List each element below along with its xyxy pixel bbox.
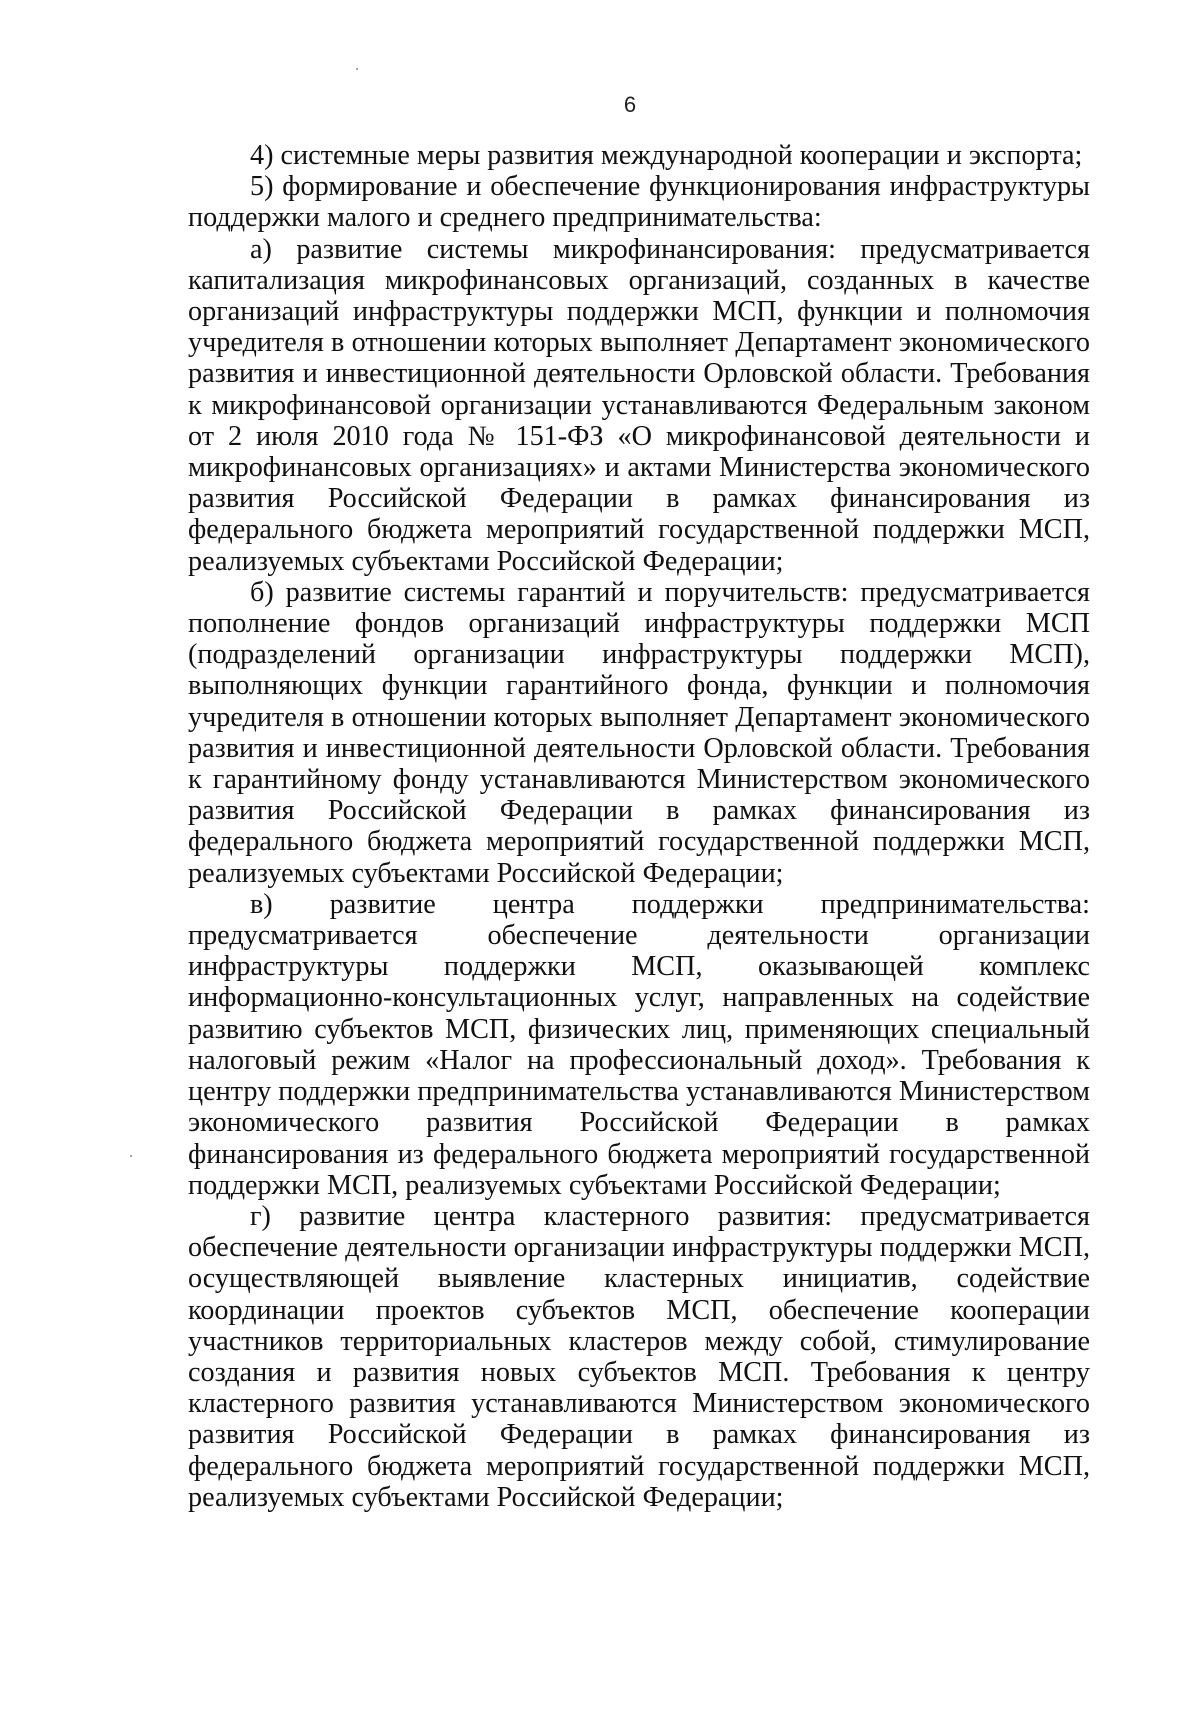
paragraph-item-5: 5) формирование и обеспечение функционирования инфраструктуры поддержки малого и среднего предпринимательства: [188, 171, 1090, 234]
scan-speck [356, 68, 358, 70]
paragraph-item-4: 4) системные меры развития международной кооперации и экспорта; [250, 140, 1083, 171]
paragraph-business-support-center: в) развитие центра поддержки предпринимательства: предусматривается обеспечение деятельности организации инфраструктуры поддержки МСП, оказывающей комплекс информационно-консультационных услуг, направленных на содействие развитию субъектов МСП, физических лиц, применяющих специальный налоговый режим «Налог на профессиональный доход». Требования к центру поддержки предпринимательства устанавливаются Министерством экономического развития Российской Федерации в рамках финансирования из федерального бюджета мероприятий государственной поддержки МСП, реализуемых субъектами Российской Федерации; [188, 888, 1090, 1201]
paragraph-microfinance: а) развитие системы микрофинансирования: предусматривается капитализация микрофинансовых организаций, созданных в качестве организаций инфраструктуры поддержки МСП, функции и полномочия учредителя в отношении которых выполняет Департамент экономического развития и инвестиционной деятельности Орловской области. Требования к микрофинансовой организации устанавливаются Федеральным законом от 2 июля 2010 года № 151-ФЗ «О микрофинансовой деятельности и микрофинансовых организациях» и актами Министерства экономического развития Российской Федерации в рамках финансирования из федерального бюджета мероприятий государственной поддержки МСП, реализуемых субъектами Российской Федерации; [188, 233, 1090, 577]
scan-speck [130, 1155, 132, 1157]
paragraph-cluster-center: г) развитие центра кластерного развития: предусматривается обеспечение деятельности организации инфраструктуры поддержки МСП, осуществляющей выявление кластерных инициатив, содействие координации проектов субъектов МСП, обеспечение кооперации участников территориальных кластеров между собой, стимулирование создания и развития новых субъектов МСП. Требования к центру кластерного развития устанавливаются Министерством экономического развития Российской Федерации в рамках финансирования из федерального бюджета мероприятий государственной поддержки МСП, реализуемых субъектами Российской Федерации; [188, 1200, 1090, 1513]
paragraph-guarantees: б) развитие системы гарантий и поручительств: предусматривается пополнение фондов организаций инфраструктуры поддержки МСП (подразделений организации инфраструктуры поддержки МСП), выполняющих функции гарантийного фонда, функции и полномочия учредителя в отношении которых выполняет Департамент экономического развития и инвестиционной деятельности Орловской области. Требования к гарантийному фонду устанавливаются Министерством экономического развития Российской Федерации в рамках финансирования из федерального бюджета мероприятий государственной поддержки МСП, реализуемых субъектами Российской Федерации; [188, 576, 1090, 889]
document-body [188, 140, 1090, 1513]
page-number: 6 [623, 92, 637, 117]
